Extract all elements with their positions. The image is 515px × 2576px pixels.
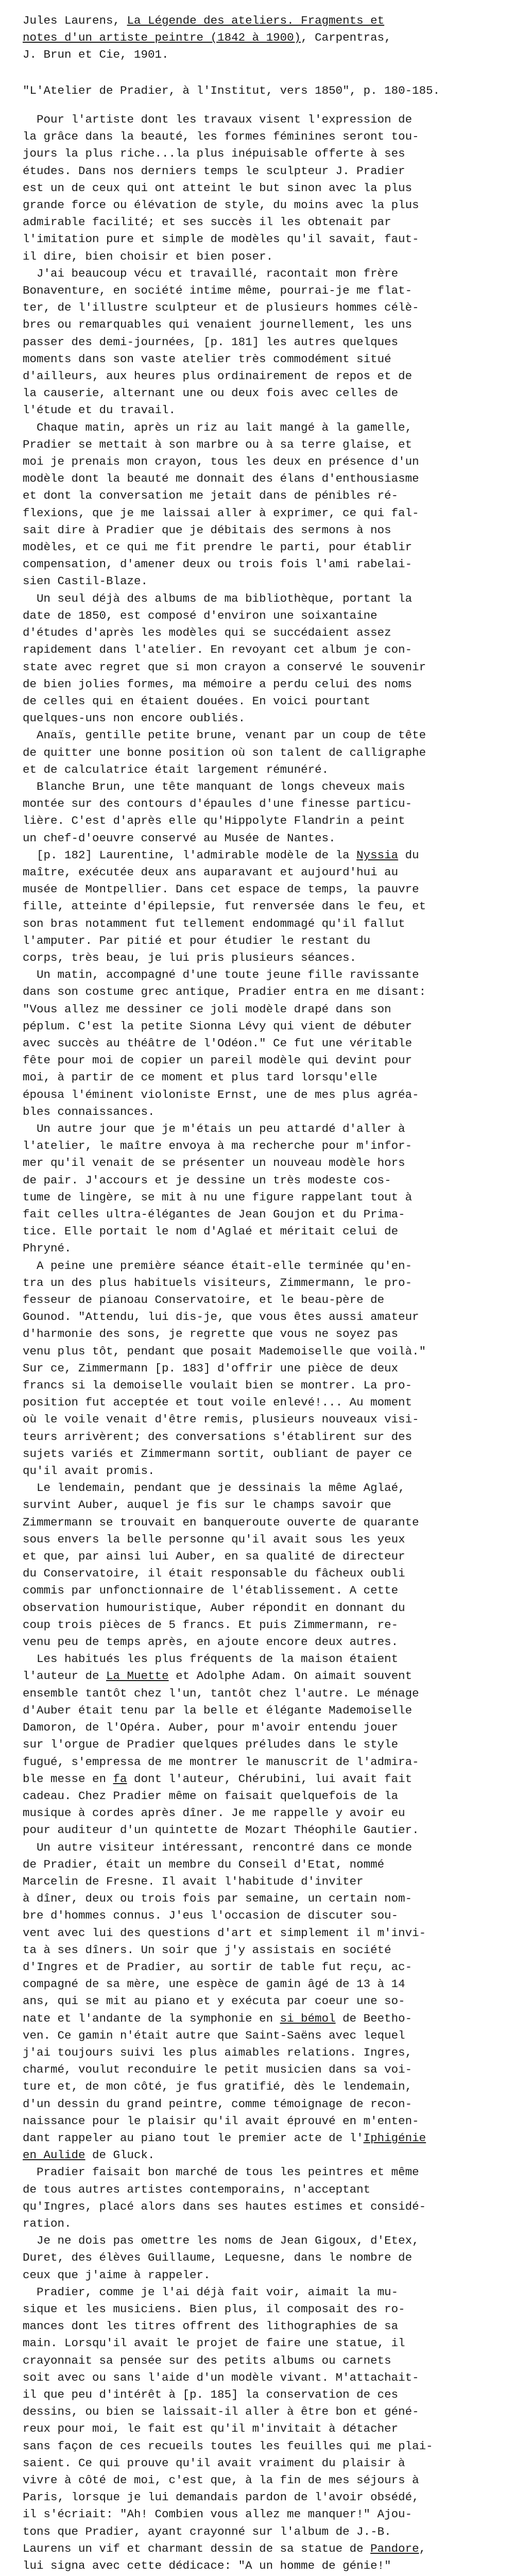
text-line: survint Auber, auquel je fis sur le champs savoir que [23,1498,391,1512]
text-line: corps, très beau, je lui pris plusieurs séances. [23,951,357,964]
text-line: sur l'orgue de Pradier quelques préludes dans le style [23,1738,399,1752]
text-line: maître, exécutée deux ans auparavant et aujourd'hui au [23,865,399,879]
text-line: d'un dessin du grand peintre, comme témoignage de recon- [23,2097,413,2111]
text-line: saient. Ce qui prouve qu'il avait vraiment du plaisir à [23,2456,405,2470]
text-line: l'atelier, le maître envoya à ma recherche pour m'infor- [23,1139,413,1153]
section-title [23,82,496,99]
text-line: Damoron, de l'Opéra. Auber, pour m'avoir entendu jouer [23,1721,399,1735]
text-line [23,2574,496,2576]
text-line: ture et, de mon côté, je fus gratifié, dès le lendemain, [23,2080,413,2094]
text-line: modèle dont la beauté me donnait des élans d'enthousiasme [23,472,419,486]
text-line: grande force ou élévation de style, du moins avec la plus [23,198,419,212]
text-line: sujets variés et Zimmermann sortit, oubliant de payer ce [23,1447,413,1461]
text-line: dans son costume grec antique, Pradier entra en me disant: [23,985,426,999]
text-line: du Conservatoire, il était responsable du fâcheux oubli [23,1567,405,1581]
text-line: Phryné. [23,1242,72,1256]
text-line: Pradier se mettait à son marbre ou à sa terre glaise, et [23,437,413,451]
text-line: à dîner, deux ou trois fois par semaine, un certain nom- [23,1892,413,1906]
text-line: qu'Ingres, placé alors dans ses hautes estimes et considé- [23,2199,426,2213]
text-line: est un de ceux qui ont atteint le but sinon avec la plus [23,181,413,195]
text-line: ration. [23,2216,72,2230]
text-line: en Aulide de Gluck. [23,2148,155,2162]
text-line: admirable facilité; et ses succès il les obtenait par [23,215,391,229]
text-line: Gounod. "Attendu, lui dis-je, que vous êtes aussi amateur [23,1310,419,1324]
text-line: péplum. C'est la petite Sionna Lévy qui vient de débuter [23,1019,413,1033]
text-line: venu peu de temps après, en ajoute encore deux autres. [23,1635,399,1649]
underlined-title: Pandore [370,2541,419,2555]
text-line: passer des demi-journées, [p. 181] les autres quelques [23,335,399,349]
text-line: et dont la conversation me jetait dans de pénibles ré- [23,489,399,503]
text-line: Les habitués les plus fréquents de la maison étaient [23,1652,399,1666]
text-line: de Pradier, était un membre du Conseil d'Etat, nommé [23,1857,385,1871]
text-line: J'ai beaucoup vécu et travaillé, racontait mon frère [23,266,399,280]
text-line: j'ai toujours suivi les plus aimables relations. Ingres, [23,2045,413,2059]
text-line: de tous autres artistes contemporains, n'acceptant [23,2182,371,2196]
text-line: il s'écriait: "Ah! Combien vous allez me manquer!" Ajou- [23,2507,413,2521]
underlined-title: notes d'un artiste peintre (1842 à 1900) [23,31,301,45]
text-line: l'étude et du travail. [23,403,176,417]
text-line: crayonnait sa pensée sur des petits albums ou carnets [23,2353,391,2367]
text-line: cadeau. Chez Pradier même on faisait quelquefois de la [23,1789,399,1803]
text-line: Un seul déjà des albums de ma bibliothèque, portant la [23,591,413,605]
text-line: Pour l'artiste dont les travaux visent l'expression de [23,113,413,126]
text-line: sien Castil-Blaze. [23,574,148,588]
text-line: dant rappeler au piano tout le premier acte de l'Iphigénie [23,2131,426,2145]
text-line: qu'il avait promis. [23,1464,155,1478]
text-line: ans, qui se mit au piano et y exécuta par coeur une so- [23,1994,405,2008]
underlined-title: fa [113,1772,127,1786]
underlined-title: Nyssia [356,848,399,862]
text-line: ceux que j'aime à rappeler. [23,2268,211,2282]
underlined-title: en Aulide [23,2148,85,2162]
underlined-title: La Muette [106,1669,169,1683]
text-line: fête pour moi de copier un pareil modèle qui devint pour [23,1054,413,1067]
text-line: Bonaventure, en société intime même, pourrai-je me flat- [23,284,413,298]
text-line: charmé, voulut reconduire le petit musicien dans sa voi- [23,2063,413,2077]
text-line: moments dans son vaste atelier très commodément situé [23,352,391,366]
text-line: d'ailleurs, aux heures plus ordinairement de repos et de [23,369,413,383]
text-line: Pradier, comme je l'ai déjà fait voir, aimait la mu- [23,2285,399,2299]
text-line: moi, à partir de ce moment et plus tard lorsqu'elle [23,1071,377,1084]
text-line: fugué, s'empressa de me montrer le manuscrit de l'admira- [23,1755,419,1769]
text-line: montée sur des contours d'épaules d'une finesse particu- [23,797,413,811]
text-line: Je ne dois pas omettre les noms de Jean Gigoux, d'Etex, [23,2234,419,2248]
text-line: sait dire à Pradier que je débitais des sermons à nos [23,523,391,537]
text-line: Sur ce, Zimmermann [p. 183] d'offrir une pièce de deux [23,1361,399,1375]
text-line: bres ou remarquables qui venaient journellement, les uns [23,318,413,332]
text-line: Pradier faisait bon marché de tous les peintres et même [23,2165,419,2179]
text-line: mances dont les titres offrent des lithographies de sa [23,2319,399,2333]
text-line: l'auteur de La Muette et Adolphe Adam. On aimait souvent [23,1669,413,1683]
text-line: teurs arrivèrent; des conversations s'établirent sur des [23,1430,413,1444]
text-line: francs si la demoiselle voulait bien se montrer. La pro- [23,1379,413,1393]
text-line: Blanche Brun, une tête manquant de longs cheveux mais [23,779,405,793]
text-line: Marcelin de Fresne. Il avait l'habitude d'inviter [23,1874,364,1888]
text-line: commis par unfonctionnaire de l'établissement. A cette [23,1584,399,1598]
bibliographic-citation [23,12,496,64]
text-line: d'harmonie des sons, je regrette que vous ne soyez pas [23,1327,399,1341]
text-line: musée de Montpellier. Dans cet espace de temps, la pauvre [23,883,419,896]
text-line: state avec regret que si mon crayon a conservé le souvenir [23,660,426,674]
text-line: ta à ses dîners. Un soir que j'y assistais en société [23,1943,391,1957]
body-text [23,111,496,2576]
text-line: sous envers la belle personne qu'il avait sous les yeux [23,1532,405,1546]
text-line: modèles, et ce qui me fit prendre le parti, pour établir [23,540,413,554]
text-line: Un matin, accompagné d'une toute jeune fille ravissante [23,968,419,982]
text-line: Un autre visiteur intéressant, rencontré dans ce monde [23,1840,413,1854]
text-line: tra un des plus habituels visiteurs, Zimmermann, le pro- [23,1276,413,1290]
text-line: épousa l'éminent violoniste Ernst, une de mes plus agréa- [23,1088,419,1101]
text-line: dessins, ou bien se laissait-il aller à être bon et géné- [23,2405,419,2419]
text-line: reux pour moi, le fait est qu'il m'invitait à détacher [23,2422,399,2436]
text-line: date de 1850, est composé d'environ une soixantaine [23,608,377,622]
text-line: ven. Ce gamin n'était autre que Saint-Saëns avec lequel [23,2028,405,2042]
underlined-title: si bémol [280,2011,336,2025]
text-line: ensemble tantôt chez l'un, tantôt chez l'autre. Le ménage [23,1686,419,1700]
text-line: ter, de l'illustre sculpteur et de plusieurs hommes célè- [23,301,419,315]
text-line: coup trois pièces de 5 francs. Et puis Zimmermann, re- [23,1618,399,1632]
text-line: l'imitation pure et simple de modèles qu'il savait, faut- [23,232,419,246]
text-line: moi je prenais mon crayon, tous les deux en présence d'un [23,455,419,469]
text-line: vivre à côté de moi, c'est que, à la fin de mes séjours à [23,2473,419,2487]
text-line: Laurens un vif et charmant dessin de sa statue de Pandore, [23,2541,426,2555]
text-line: fesseur de pianoau Conservatoire, et le beau-père de [23,1293,385,1307]
text-line: tice. Elle portait le nom d'Aglaé et méritait celui de [23,1225,399,1239]
underlined-title: Iphigénie [363,2131,426,2145]
citation-line: Jules Laurens, La Légende des ateliers. Fragments et [23,14,385,27]
text-line: nate et l'andante de la symphonie en si bémol de Beetho- [23,2011,413,2025]
text-line: tume de lingère, se mit à nu une figure rappelant tout à [23,1190,413,1204]
text-line: quelques-uns non encore oubliés. [23,711,246,725]
text-line: avec succès au théâtre de l'Odéon." Ce fut une véritable [23,1036,413,1050]
text-line: Un autre jour que je m'étais un peu attardé d'aller à [23,1122,405,1136]
underlined-title: La Légende des ateliers. Fragments et [127,14,385,27]
text-line: mer qu'il venait de se présenter un nouveau modèle hors [23,1156,405,1170]
text-line: vent avec lui des questions d'art et simplement il m'invi- [23,1926,426,1940]
text-line: position fut acceptée et tout voile enlevé!... Au moment [23,1396,413,1410]
text-line: main. Lorsqu'il avait le projet de faire une statue, il [23,2336,405,2350]
text-line: compagné de sa mère, une espèce de gamin âgé de 13 à 14 [23,1977,405,1991]
text-line: un chef-d'oeuvre conservé au Musée de Nantes. [23,831,336,845]
text-line: rapidement dans l'atelier. En revoyant cet album je con- [23,643,413,657]
text-line: de bien jolies formes, ma mémoire a perdu celui des noms [23,677,413,691]
text-line: "Vous allez me dessiner ce joli modèle drapé dans son [23,1002,391,1016]
citation-line: J. Brun et Cie, 1901. [23,48,169,62]
text-line: il dire, bien choisir et bien poser. [23,249,273,263]
text-line: bre d'hommes connus. J'eus l'occasion de discuter sou- [23,1909,399,1923]
text-line: son bras notamment fut tellement endommagé qu'il fallut [23,917,405,930]
text-line: lui signa avec cette dédicace: "A un homme de génie!" [23,2559,391,2573]
text-line: observation humouristique, Auber répondit en donnant du [23,1601,405,1615]
text-line: tons que Pradier, ayant crayonné sur l'album de J.-B. [23,2524,391,2538]
text-line: Zimmermann se trouvait en banqueroute ouverte de quarante [23,1515,419,1529]
text-line: compensation, d'amener deux ou trois fois l'ami rabelai- [23,557,413,571]
text-line: lière. C'est d'après elle qu'Hippolyte Flandrin a peint [23,814,405,828]
text-line: ble messe en fa dont l'auteur, Chérubini, lui avait fait [23,1772,413,1786]
text-line: soit avec ou sans l'aide d'un modèle vivant. M'attachait- [23,2370,419,2384]
text-line: de celles qui en étaient douées. En voici pourtant [23,694,371,708]
text-line: de pair. J'accours et je dessine un très modeste cos- [23,1173,391,1187]
text-line: d'Ingres et de Pradier, au sortir de table fut reçu, ac- [23,1960,413,1974]
text-line: la causerie, alternant une ou deux fois avec celles de [23,386,399,400]
text-line: Le lendemain, pendant que je dessinais la même Aglaé, [23,1481,405,1495]
text-line: fille, atteinte d'épilepsie, fut renversée dans le feu, et [23,900,426,913]
text-line: Chaque matin, après un riz au lait mangé à la gamelle, [23,420,413,434]
text-line: Duret, des élèves Guillaume, Lequesne, dans le nombre de [23,2251,413,2265]
text-line: A peine une première séance était-elle terminée qu'en- [23,1259,413,1273]
text-line: jours la plus riche...la plus inépuisable offerte à ses [23,147,405,161]
text-line: et que, par ainsi lui Auber, en sa qualité de directeur [23,1550,405,1564]
citation-line: notes d'un artiste peintre (1842 à 1900), Carpentras, [23,31,391,45]
text-line: l'amputer. Par pitié et pour étudier le restant du [23,934,371,947]
text-line: sans façon de ces recueils toutes les feuilles qui me plai- [23,2439,433,2453]
text-line: pour auditeur d'un quintette de Mozart Théophile Gautier. [23,1823,419,1837]
text-line: venu plus tôt, pendant que posait Mademoiselle que voilà." [23,1344,426,1358]
text-line: Anaïs, gentille petite brune, venant par un coup de tête [23,728,426,742]
text-line: naissance pour le plaisir qu'il avait éprouvé en m'enten- [23,2114,419,2128]
text-line: et de calculatrice était largement rémunéré. [23,762,329,776]
text-line: la grâce dans la beauté, les formes féminines seront tou- [23,130,419,144]
text-line: sique et les musiciens. Bien plus, il composait des ro- [23,2302,405,2316]
text-line: études. Dans nos derniers temps le sculpteur J. Pradier [23,164,405,178]
text-line: musique à cordes après dîner. Je me rappelle y avoir eu [23,1806,405,1820]
text-line: flexions, que je me laissai aller à exprimer, ce qui fal- [23,506,419,520]
text-line: fait celles ultra-élégantes de Jean Goujon et du Prima- [23,1208,405,1221]
text-line: de quitter une bonne position où son talent de calligraphe [23,745,426,759]
text-line: [p. 182] Laurentine, l'admirable modèle de la Nyssia du [23,848,419,862]
text-line: d'études d'après les modèles qui se succédaient assez [23,626,391,640]
text-line: bles connaissances. [23,1105,155,1118]
text-line: où le voile venait d'être remis, plusieurs nouveaux visi- [23,1413,419,1427]
text-line: il que peu d'intérêt à [p. 185] la conservation de ces [23,2388,399,2402]
text-line: Paris, lorsque je lui demandais pardon de l'avoir obsédé, [23,2490,419,2504]
section-title-text: "L'Atelier de Pradier, à l'Institut, vers 1850", p. 180-185. [23,84,440,97]
text-line: d'Auber était tenu par la belle et élégante Mademoiselle [23,1703,413,1717]
